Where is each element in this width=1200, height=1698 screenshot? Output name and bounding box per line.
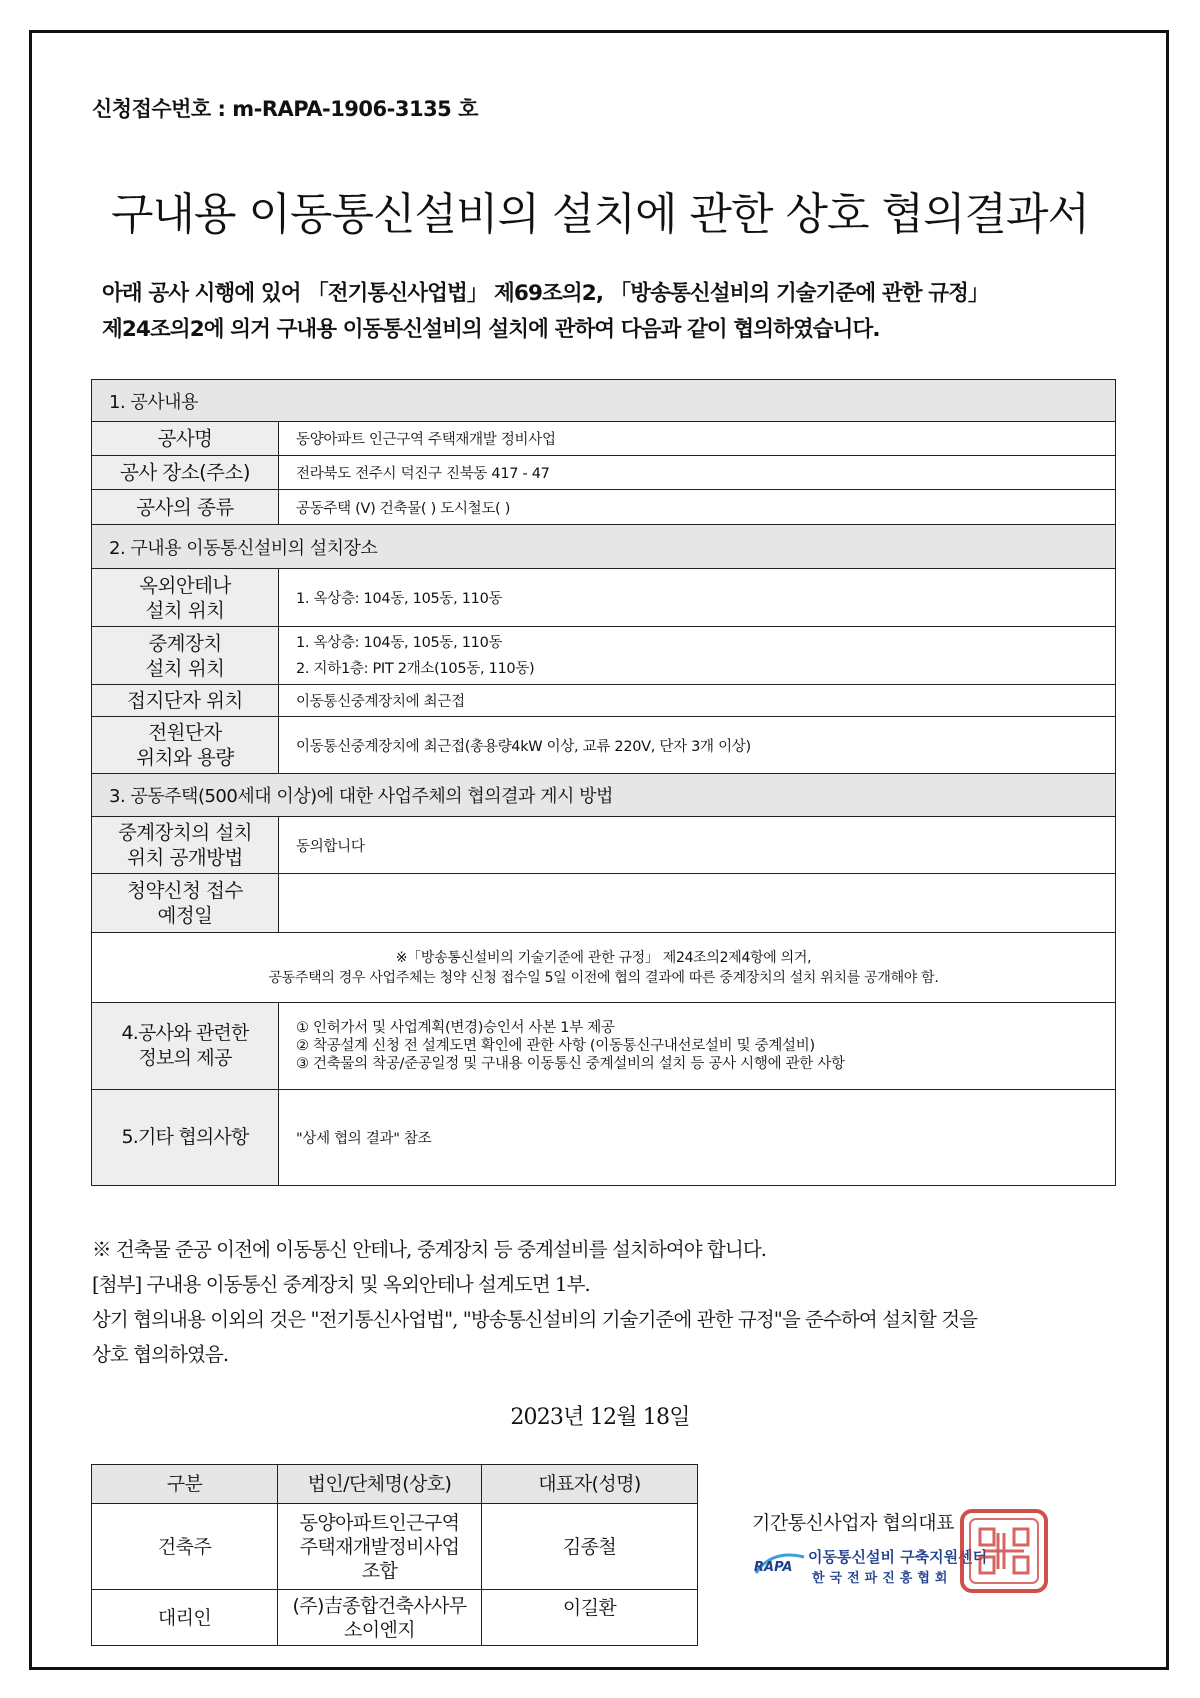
header-category: 구분 (92, 1465, 278, 1504)
value-repeater-location: 1. 옥상층: 104동, 105동, 110동 2. 지하1층: PIT 2개소(105동, 110동) (279, 627, 1116, 685)
rep-owner: 김종철 (482, 1504, 698, 1590)
disclosure-note: ※「방송통신설비의 기술기준에 관한 규정」 제24조의2제4항에 의거, 공동주택의 경우 사업주체는 청약 신청 접수일 5일 이전에 협의 결과에 따른 중계장치의 설치 위치를 공개해야 함. (92, 933, 1116, 1003)
section-title: 2. 구내용 이동통신설비의 설치장소 (92, 525, 1116, 569)
label-subscription-date: 청약신청 접수 예정일 (92, 874, 279, 933)
footnote-line: 상기 협의내용 이외의 것은 "전기통신사업법", "방송통신설비의 기술기준에 관한 규정"을 준수하여 설치할 것을 (92, 1308, 978, 1331)
rapa-logo (752, 1547, 808, 1581)
document-title: 구내용 이동통신설비의 설치에 관한 상호 협의결과서 (110, 189, 1090, 240)
intro-paragraph (102, 276, 1112, 348)
section-title: 1. 공사내용 (92, 380, 1116, 422)
support-center-name: 이동통신설비 구축지원센터 (808, 1548, 988, 1566)
association-name: 한국전파진흥협회 (812, 1571, 953, 1586)
value-ground-terminal: 이동통신중계장치에 최근접 (279, 685, 1116, 717)
receipt-number: 신청접수번호 : m-RAPA-1906-3135 호 (92, 97, 478, 121)
svg-text:RAPA: RAPA (754, 1560, 793, 1575)
header-organization: 법인/단체명(상호) (278, 1465, 482, 1504)
label-info-provision: 4.공사와 관련한 정보의 제공 (92, 1003, 279, 1090)
signatory-table (91, 1464, 698, 1646)
label-power-terminal: 전원단자 위치와 용량 (92, 717, 279, 774)
label-ground-terminal: 접지단자 위치 (92, 685, 279, 717)
org-owner: 동양아파트인근구역 주택재개발정비사업 조합 (278, 1504, 482, 1590)
header-representative: 대표자(성명) (482, 1465, 698, 1504)
footnote-line: [첨부] 구내용 이동통신 중계장치 및 옥외안테나 설계도면 1부. (92, 1273, 590, 1296)
footnotes (92, 1232, 977, 1372)
intro-line: 제24조의2에 의거 구내용 이동통신설비의 설치에 관하여 다음과 같이 협의하였습니다. (102, 317, 880, 342)
label-project-address: 공사 장소(주소) (92, 456, 279, 490)
value-project-name: 동양아파트 인근구역 주택재개발 정비사업 (279, 422, 1116, 456)
value-project-type: 공동주택 (V) 건축물( ) 도시철도( ) (279, 490, 1116, 525)
carrier-representative-label: 기간통신사업자 협의대표 (752, 1512, 954, 1534)
value-other-matters: "상세 협의 결과" 참조 (279, 1090, 1116, 1186)
value-project-address: 전라북도 전주시 덕진구 진북동 417 - 47 (279, 456, 1116, 490)
consultation-table (91, 379, 1116, 1186)
label-antenna-location: 옥외안테나 설치 위치 (92, 569, 279, 627)
footnote-line: 상호 협의하였음. (92, 1343, 229, 1366)
label-project-name: 공사명 (92, 422, 279, 456)
role-agent: 대리인 (92, 1590, 278, 1646)
value-disclosure-method: 동의합니다 (279, 817, 1116, 874)
label-disclosure-method: 중계장치의 설치 위치 공개방법 (92, 817, 279, 874)
value-antenna-location: 1. 옥상층: 104동, 105동, 110동 (279, 569, 1116, 627)
value-subscription-date (279, 874, 1116, 933)
intro-line: 아래 공사 시행에 있어 「전기통신사업법」 제69조의2, 「방송통신설비의 기술기준에 관한 규정」 (102, 281, 989, 306)
label-repeater-location: 중계장치 설치 위치 (92, 627, 279, 685)
footnote-line: ※ 건축물 준공 이전에 이동통신 안테나, 중계장치 등 중계설비를 설치하여야 합니다. (92, 1238, 767, 1261)
value-info-provision: ① 인허가서 및 사업계획(변경)승인서 사본 1부 제공 ② 착공설계 신청 전 설계도면 확인에 관한 사항 (이동통신구내선로설비 및 중계설비) ③ 건축물의 착공/준공일정 및 구내용 이동통신 중계설비의 설치 등 공사 시행에 관한 사항 (279, 1003, 1116, 1090)
label-other-matters: 5.기타 협의사항 (92, 1090, 279, 1186)
role-owner: 건축주 (92, 1504, 278, 1590)
label-project-type: 공사의 종류 (92, 490, 279, 525)
org-agent: (주)吉종합건축사사무 소이엔지 (278, 1590, 482, 1646)
document-date: 2023년 12월 18일 (510, 1405, 690, 1430)
value-power-terminal: 이동통신중계장치에 최근접(총용량4kW 이상, 교류 220V, 단자 3개 이상) (279, 717, 1116, 774)
official-seal-stamp (958, 1507, 1050, 1595)
rep-agent: 이길환 (482, 1590, 698, 1646)
section-title: 3. 공동주택(500세대 이상)에 대한 사업주체의 협의결과 게시 방법 (92, 774, 1116, 817)
